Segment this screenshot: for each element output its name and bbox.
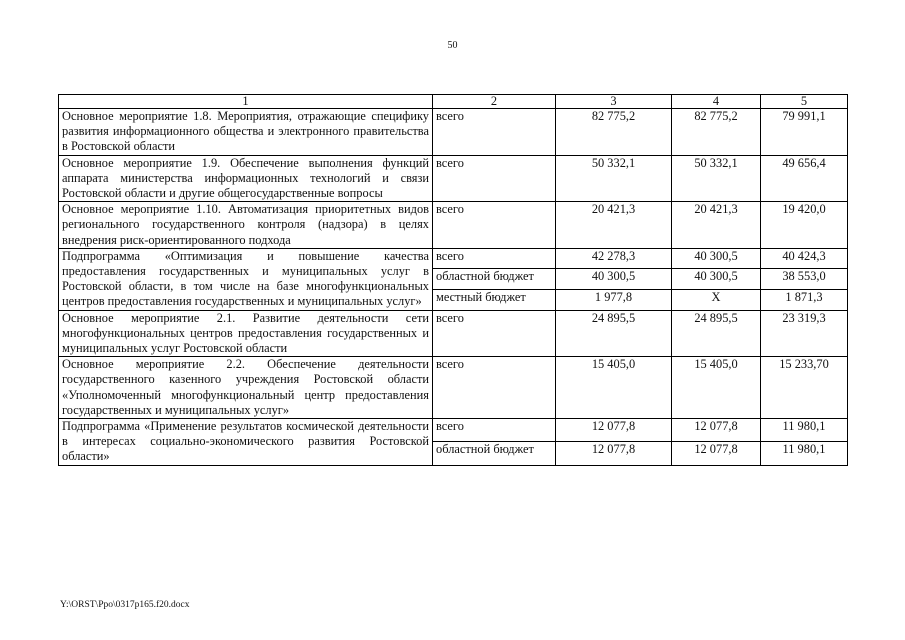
table-header-row — [59, 95, 848, 109]
value-col-5-cell: 11 980,1 — [761, 442, 848, 465]
value-col-3-cell: 12 077,8 — [556, 442, 672, 465]
value-col-4-cell: 82 775,2 — [672, 109, 761, 156]
program-name-cell: Подпрограмма «Применение результатов космической деятельности в интересах социально-экономического развития Ростовской области» — [59, 419, 433, 466]
funding-source-cell: всего — [433, 419, 556, 442]
value-col-5-cell: 38 553,0 — [761, 269, 848, 290]
header-col-1: 1 — [59, 95, 433, 109]
value-col-4-cell: 50 332,1 — [672, 155, 761, 202]
value-col-5-cell: 15 233,70 — [761, 357, 848, 419]
footer-file-path: Y:\ORST\Ppo\0317p165.f20.docx — [60, 600, 190, 610]
program-name-cell: Основное мероприятие 2.1. Развитие деятельности сети многофункциональных центров предоставления государственных и муниципальных услуг Ростовской области — [59, 310, 433, 357]
header-col-2: 2 — [433, 95, 556, 109]
value-col-3-cell: 20 421,3 — [556, 202, 672, 249]
header-col-5: 5 — [761, 95, 848, 109]
budget-table-body — [59, 95, 848, 466]
value-col-3-cell: 12 077,8 — [556, 419, 672, 442]
table-row — [59, 310, 848, 357]
value-col-4-cell: 12 077,8 — [672, 419, 761, 442]
table-row — [59, 202, 848, 249]
funding-source-cell: всего — [433, 109, 556, 156]
value-col-4-cell: X — [672, 290, 761, 311]
table-row — [59, 109, 848, 156]
value-col-3-cell: 1 977,8 — [556, 290, 672, 311]
value-col-4-cell: 40 300,5 — [672, 269, 761, 290]
value-col-3-cell: 82 775,2 — [556, 109, 672, 156]
value-col-3-cell: 15 405,0 — [556, 357, 672, 419]
value-col-3-cell: 40 300,5 — [556, 269, 672, 290]
funding-source-cell: областной бюджет — [433, 269, 556, 290]
value-col-5-cell: 23 319,3 — [761, 310, 848, 357]
budget-table — [58, 94, 848, 466]
value-col-4-cell: 15 405,0 — [672, 357, 761, 419]
funding-source-cell: всего — [433, 155, 556, 202]
value-col-5-cell: 79 991,1 — [761, 109, 848, 156]
value-col-5-cell: 49 656,4 — [761, 155, 848, 202]
table-row — [59, 419, 848, 442]
table-row — [59, 155, 848, 202]
value-col-3-cell: 50 332,1 — [556, 155, 672, 202]
value-col-4-cell: 20 421,3 — [672, 202, 761, 249]
program-name-cell: Основное мероприятие 1.10. Автоматизация приоритетных видов регионального государственного контроля (надзора) в целях внедрения риск-ориентированного подхода — [59, 202, 433, 249]
funding-source-cell: местный бюджет — [433, 290, 556, 311]
funding-source-cell: областной бюджет — [433, 442, 556, 465]
table-row — [59, 357, 848, 419]
table-row — [59, 248, 848, 269]
program-name-cell: Основное мероприятие 1.9. Обеспечение выполнения функций аппарата министерства информационных технологий и связи Ростовской области и другие общегосударственные вопросы — [59, 155, 433, 202]
value-col-5-cell: 19 420,0 — [761, 202, 848, 249]
program-name-cell: Основное мероприятие 2.2. Обеспечение деятельности государственного казенного учреждения Ростовской области «Уполномоченный многофункциональный центр предоставления государственных и муниципальных услуг» — [59, 357, 433, 419]
header-col-3: 3 — [556, 95, 672, 109]
value-col-4-cell: 40 300,5 — [672, 248, 761, 269]
value-col-5-cell: 40 424,3 — [761, 248, 848, 269]
funding-source-cell: всего — [433, 310, 556, 357]
value-col-4-cell: 24 895,5 — [672, 310, 761, 357]
value-col-5-cell: 11 980,1 — [761, 419, 848, 442]
funding-source-cell: всего — [433, 357, 556, 419]
page-number: 50 — [447, 40, 458, 51]
value-col-5-cell: 1 871,3 — [761, 290, 848, 311]
header-col-4: 4 — [672, 95, 761, 109]
funding-source-cell: всего — [433, 202, 556, 249]
value-col-3-cell: 42 278,3 — [556, 248, 672, 269]
program-name-cell: Основное мероприятие 1.8. Мероприятия, отражающие специфику развития информационного общества и электронного правительства в Ростовской области — [59, 109, 433, 156]
funding-source-cell: всего — [433, 248, 556, 269]
value-col-3-cell: 24 895,5 — [556, 310, 672, 357]
program-name-cell: Подпрограмма «Оптимизация и повышение качества предоставления государственных и муниципальных услуг в Ростовской области, в том числе на базе многофункциональных центров предоставления государственных и муниципальных услуг» — [59, 248, 433, 310]
value-col-4-cell: 12 077,8 — [672, 442, 761, 465]
